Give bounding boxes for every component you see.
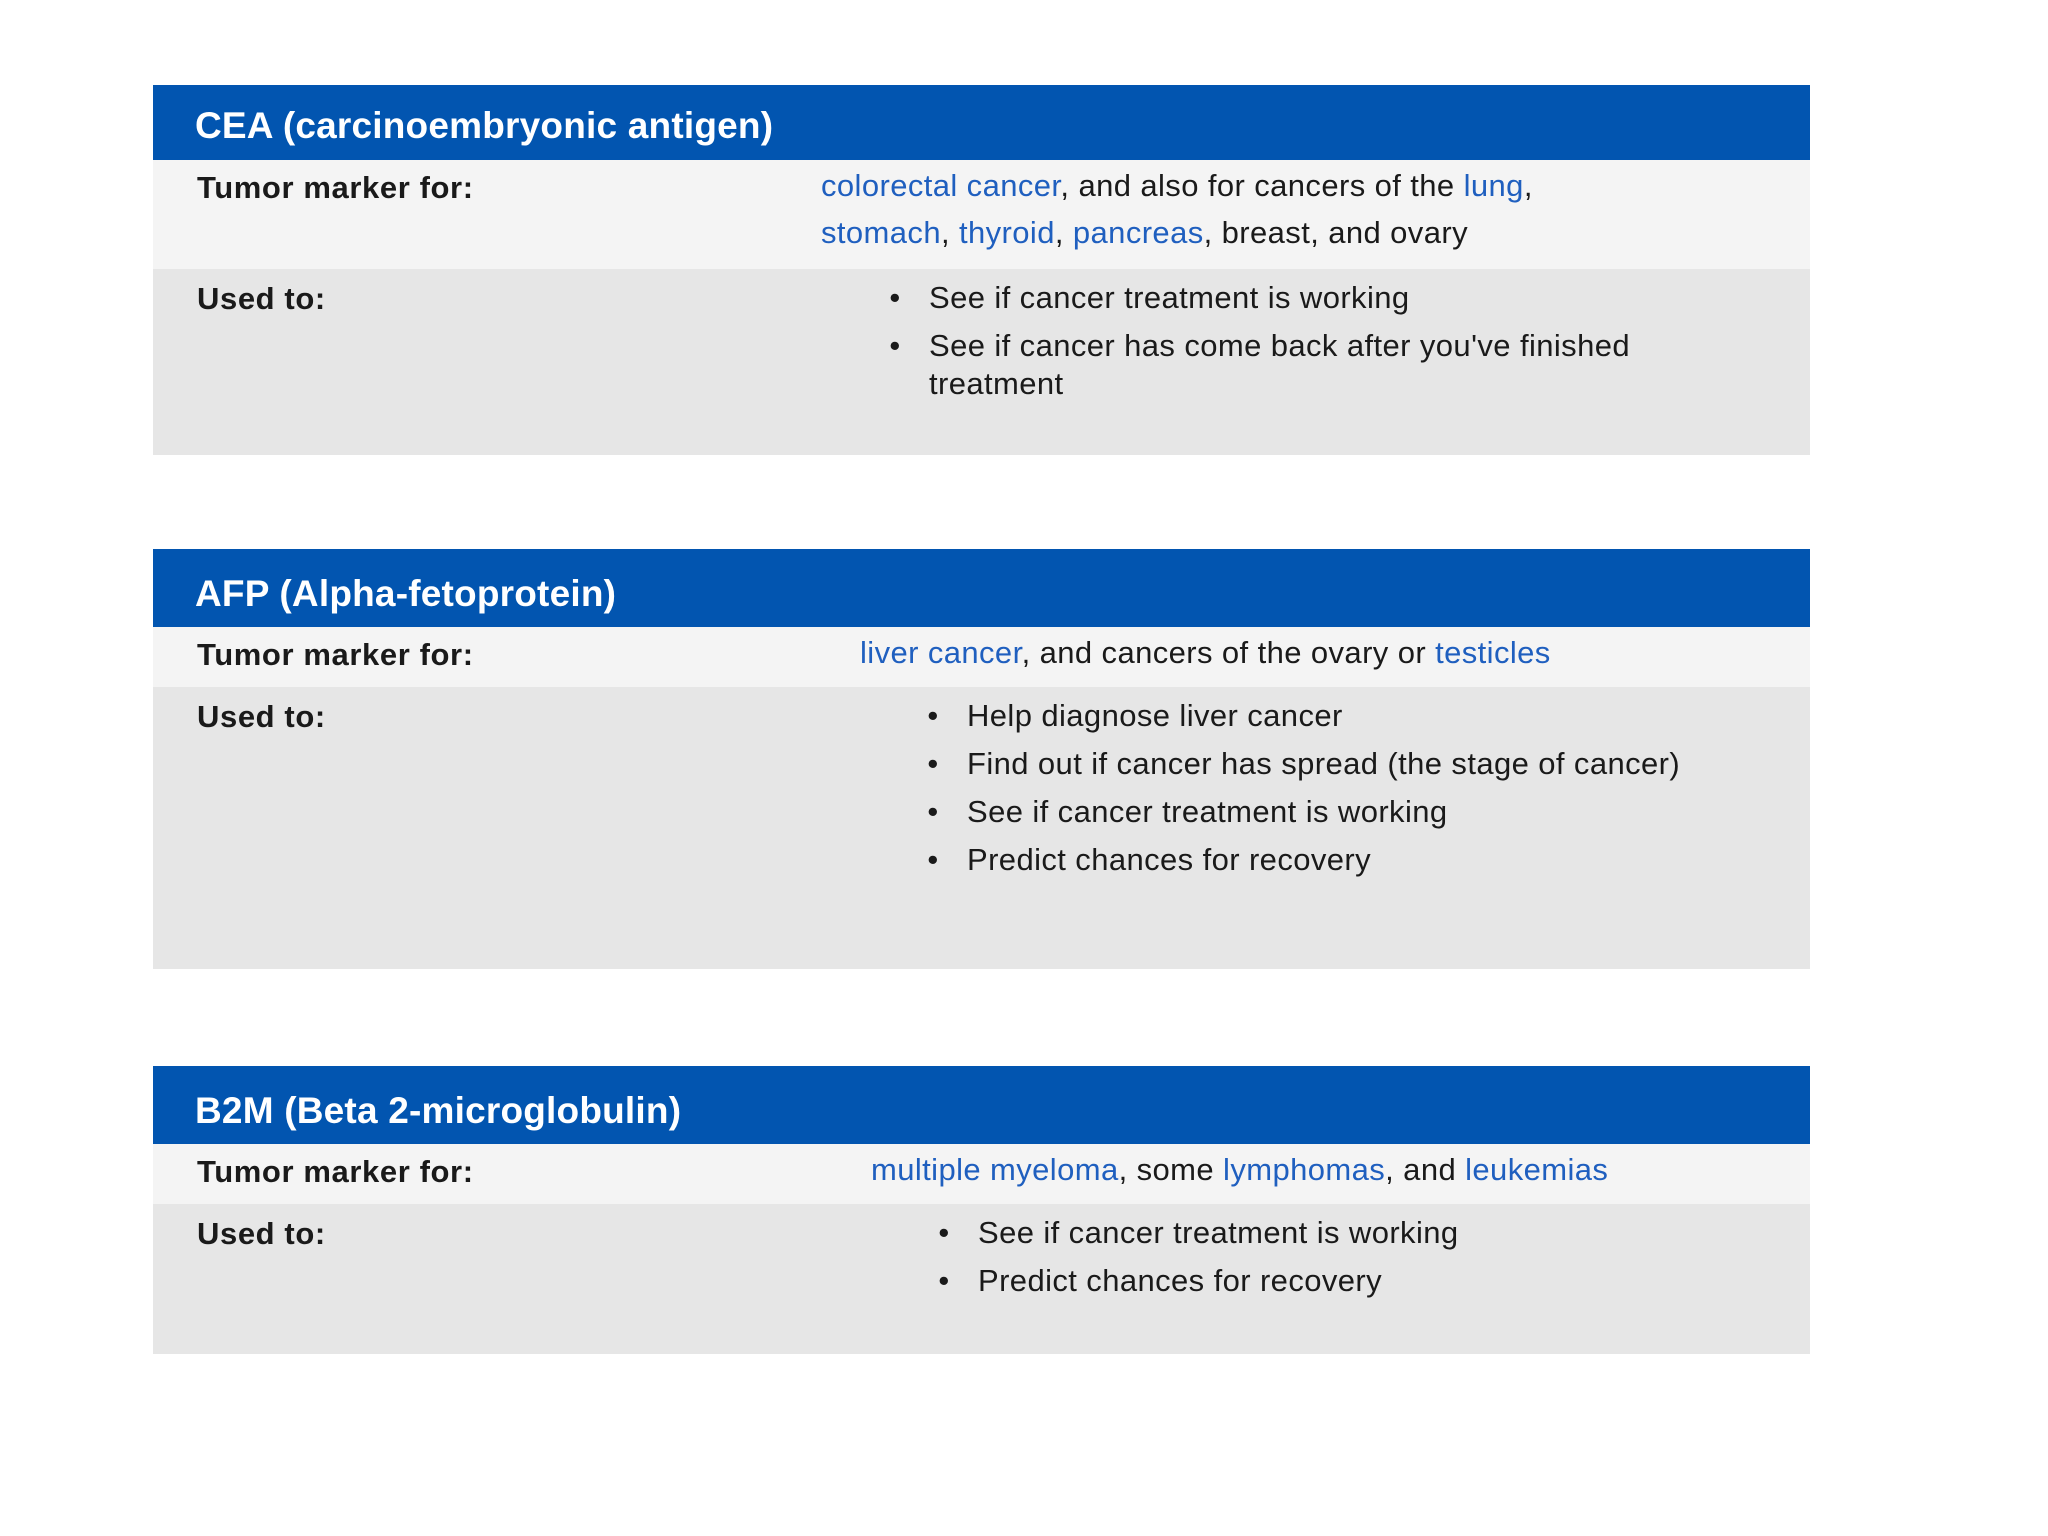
list-item xyxy=(885,327,1745,403)
b2m-marker-label: Tumor marker for: xyxy=(197,1154,474,1189)
cea-marker-row xyxy=(153,160,1810,269)
use-text: See if cancer has come back after you've finished treatment xyxy=(929,328,1630,401)
marker-text: , and also for cancers of the xyxy=(1060,168,1464,203)
afp-uses-list xyxy=(923,697,1703,889)
cea-used-label: Used to: xyxy=(197,281,326,316)
cea-title: CEA (carcinoembryonic antigen) xyxy=(153,85,1810,160)
afp-marker-value xyxy=(860,629,1800,676)
b2m-used-row xyxy=(153,1204,1810,1354)
list-item xyxy=(923,697,1703,735)
b2m-marker-value xyxy=(871,1146,1801,1193)
bullet-icon: • xyxy=(938,1215,950,1250)
use-text: Predict chances for recovery xyxy=(967,842,1372,877)
b2m-uses-list xyxy=(934,1214,1694,1310)
list-item xyxy=(923,745,1703,783)
marker-text: , and xyxy=(1385,1152,1466,1187)
bullet-icon: • xyxy=(938,1263,950,1298)
cea-marker-value xyxy=(821,162,1721,256)
b2m-card xyxy=(153,1066,1810,1354)
bullet-icon: • xyxy=(889,328,901,363)
cea-uses-list xyxy=(885,279,1745,413)
bullet-icon: • xyxy=(927,794,939,829)
use-text: Predict chances for recovery xyxy=(978,1263,1383,1298)
link-lymphomas[interactable]: lymphomas xyxy=(1223,1152,1386,1187)
link-testicles[interactable]: testicles xyxy=(1435,635,1551,670)
afp-marker-label: Tumor marker for: xyxy=(197,637,474,672)
use-text: Find out if cancer has spread (the stage of cancer) xyxy=(967,746,1681,781)
b2m-marker-row xyxy=(153,1144,1810,1204)
bullet-icon: • xyxy=(927,746,939,781)
marker-text: , xyxy=(940,215,959,250)
bullet-icon: • xyxy=(889,280,901,315)
use-text: See if cancer treatment is working xyxy=(967,794,1448,829)
list-item xyxy=(923,841,1703,879)
list-item xyxy=(934,1262,1694,1300)
b2m-used-label: Used to: xyxy=(197,1216,326,1251)
afp-title: AFP (Alpha-fetoprotein) xyxy=(153,549,1810,627)
link-lung[interactable]: lung xyxy=(1463,168,1524,203)
list-item xyxy=(934,1214,1694,1252)
bullet-icon: • xyxy=(927,842,939,877)
marker-text: , xyxy=(1523,168,1533,203)
cea-marker-label: Tumor marker for: xyxy=(197,170,474,205)
link-colorectal-cancer[interactable]: colorectal cancer xyxy=(821,168,1061,203)
link-multiple-myeloma[interactable]: multiple myeloma xyxy=(871,1152,1119,1187)
marker-text: , some xyxy=(1118,1152,1224,1187)
cea-card xyxy=(153,85,1810,455)
afp-marker-row xyxy=(153,627,1810,687)
marker-text: , and cancers of the ovary or xyxy=(1021,635,1436,670)
link-thyroid[interactable]: thyroid xyxy=(959,215,1055,250)
link-liver-cancer[interactable]: liver cancer xyxy=(860,635,1022,670)
afp-used-label: Used to: xyxy=(197,699,326,734)
link-pancreas[interactable]: pancreas xyxy=(1072,215,1204,250)
afp-card xyxy=(153,549,1810,969)
list-item xyxy=(923,793,1703,831)
use-text: See if cancer treatment is working xyxy=(978,1215,1459,1250)
use-text: See if cancer treatment is working xyxy=(929,280,1410,315)
afp-used-row xyxy=(153,687,1810,969)
use-text: Help diagnose liver cancer xyxy=(967,698,1343,733)
link-leukemias[interactable]: leukemias xyxy=(1465,1152,1609,1187)
marker-text: , xyxy=(1054,215,1073,250)
b2m-title: B2M (Beta 2-microglobulin) xyxy=(153,1066,1810,1144)
list-item xyxy=(885,279,1745,317)
bullet-icon: • xyxy=(927,698,939,733)
marker-text: , breast, and ovary xyxy=(1203,215,1468,250)
link-stomach[interactable]: stomach xyxy=(821,215,941,250)
cea-used-row xyxy=(153,269,1810,455)
